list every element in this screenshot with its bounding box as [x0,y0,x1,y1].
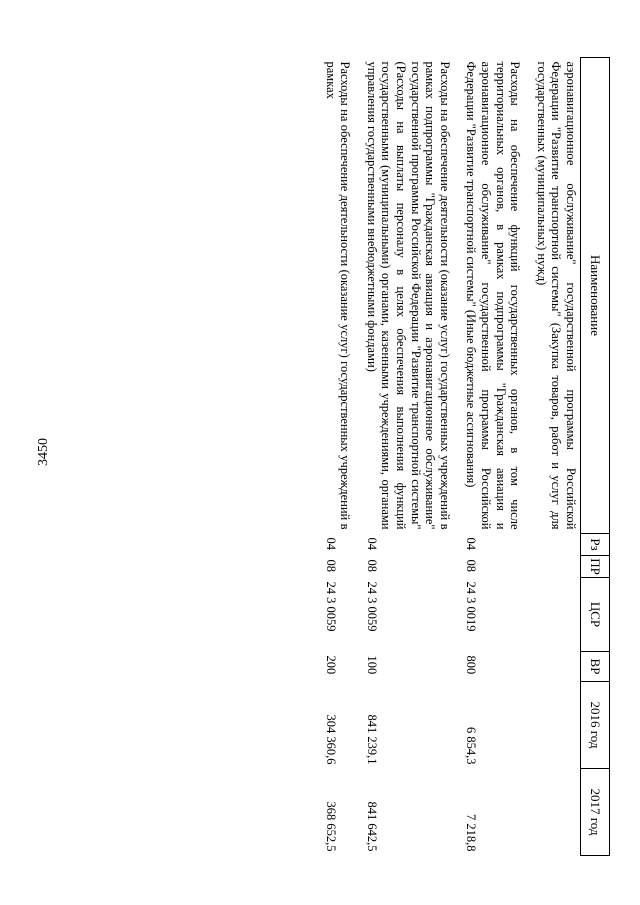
page-number: 3450 [36,438,51,466]
row-2017: 368 652,5 [323,801,338,852]
row-rz: 04 [323,537,338,550]
row-vr [532,652,580,682]
row-2016: 841 239,1 [364,714,379,765]
row-2017: 841 642,5 [364,801,379,852]
row-2016 [532,682,580,769]
row-vr: 800 [464,655,479,675]
table-row [362,58,462,856]
table-row [321,58,362,856]
header-2016: 2016 год [581,682,610,769]
row-2016: 304 360,6 [323,714,338,765]
row-vr: 100 [364,655,379,675]
table-row [532,58,580,856]
row-rz: 04 [464,537,479,550]
row-rz [532,534,580,556]
row-pr: 08 [464,559,479,572]
row-csr: 24 3 0019 [464,581,479,632]
header-rz: Рз [581,534,610,556]
row-rz: 04 [364,537,379,550]
rotated-table-container [70,57,610,855]
row-2017: 7 218,8 [464,814,479,852]
row-name: аэронавигационное обслуживание" государственной программы Российской Федерации "Развитие транспортной системы" (Закупка товаров, работ и услуг для государственных (муниципальных) нужд) [534,61,578,530]
row-csr [532,578,580,652]
row-csr: 24 3 0059 [364,581,379,632]
header-csr: ЦСР [581,578,610,652]
row-pr: 08 [323,559,338,572]
row-name: Расходы на обеспечение деятельности (оказание услуг) государственных учреждений в рамках подпрограммы "Гражданская авиация и аэронавигационное обслуживание" государственной программы Российской Федерации "Развитие транспортной системы" (Расходы на выплаты персоналу в целях обеспечения выполнения функций государственными (муниципальными) органами, казенными учреждениями, органами управления государственными внебюджетными фондами) [364,61,452,530]
row-2016: 6 854,3 [464,727,479,765]
header-2017: 2017 год [581,769,610,856]
row-name: Расходы на обеспечение деятельности (оказание услуг) государственных учреждений в рамках [323,61,353,530]
row-name: Расходы на обеспечение функций государственных органов, в том числе территориальных органов, в рамках подпрограммы "Гражданская авиация и аэронавигационное обслуживание" государственной программы Российской Федерации "Развитие транспортной системы" (Иные бюджетные ассигнования) [464,61,523,530]
row-pr: 08 [364,559,379,572]
budget-table [321,57,610,856]
header-vr: ВР [581,652,610,682]
row-2017 [532,769,580,856]
row-pr [532,556,580,578]
table-row [462,58,532,856]
row-vr: 200 [323,655,338,675]
header-name: Наименование [581,58,610,534]
row-csr: 24 3 0059 [323,581,338,632]
table-header [581,58,610,856]
header-pr: ПР [581,556,610,578]
